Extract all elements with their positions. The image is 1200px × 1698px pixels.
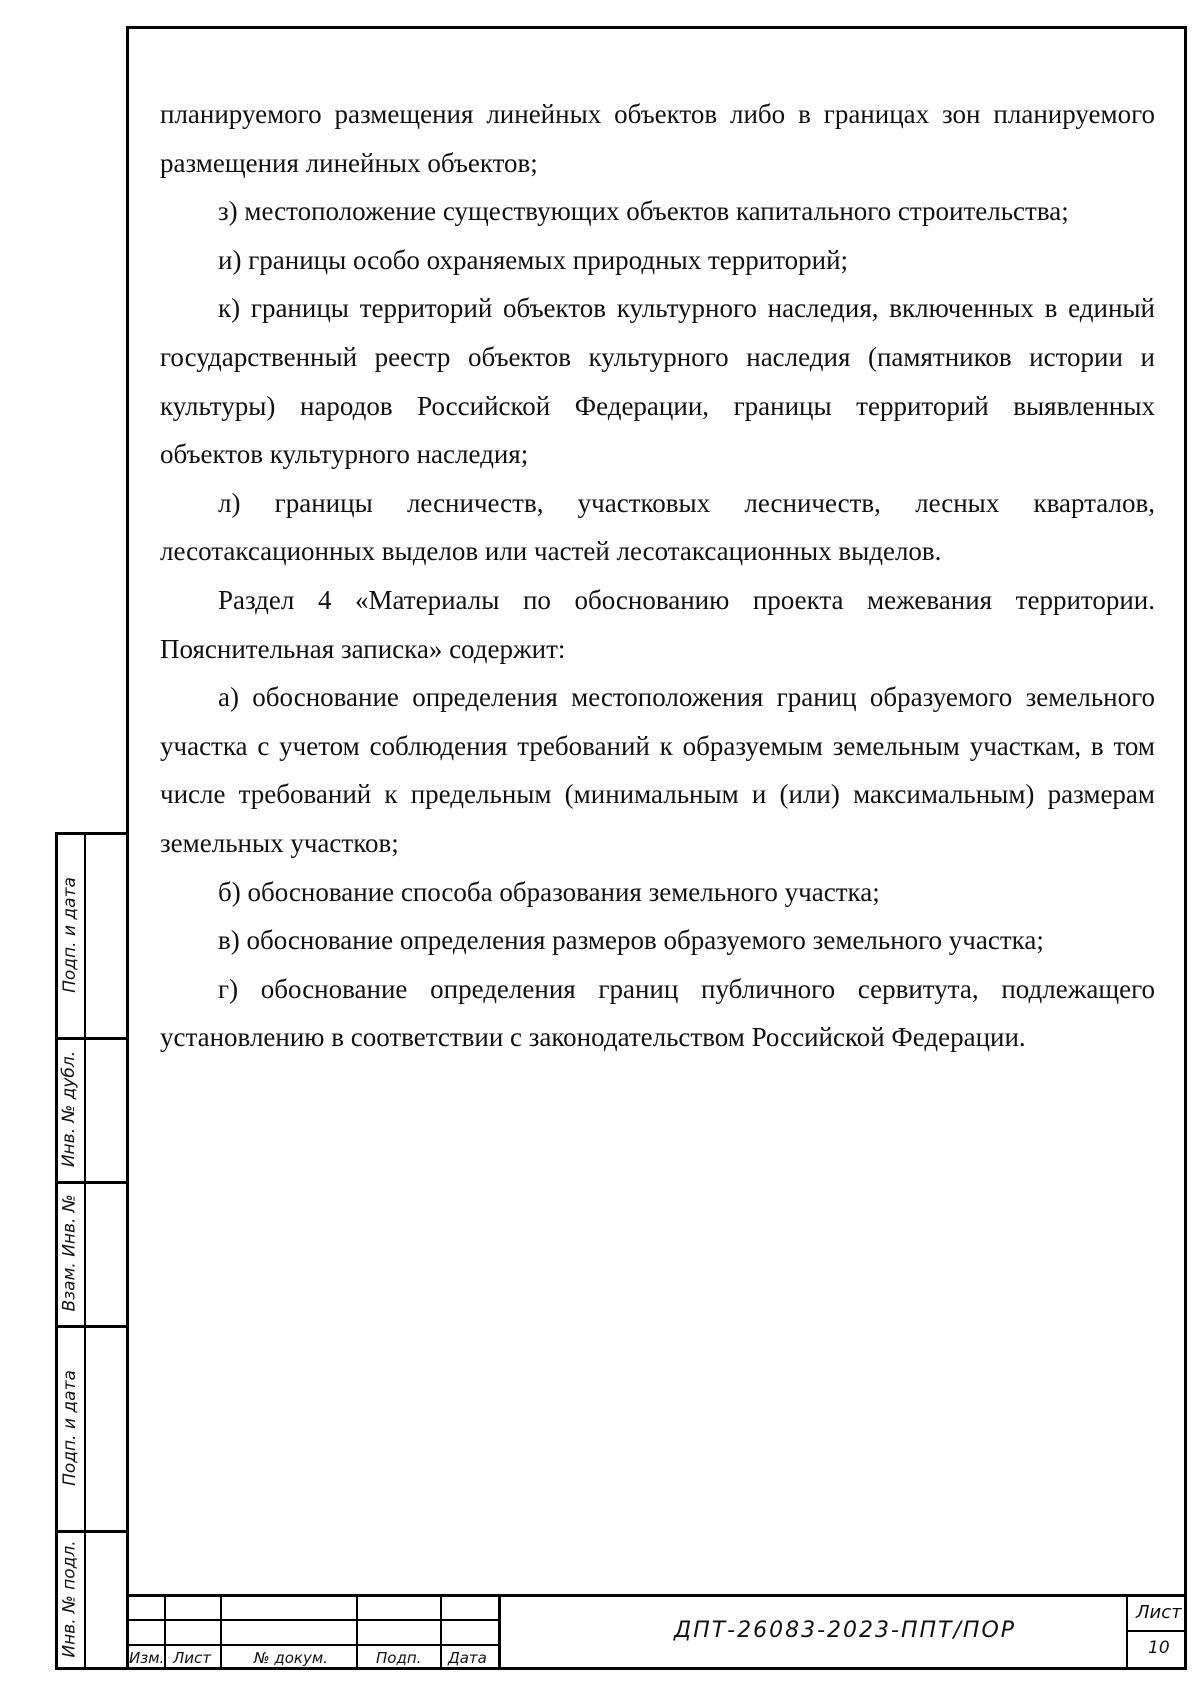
side-label-podp-data: Подп. и дата xyxy=(59,876,80,993)
paragraph: Раздел 4 «Материалы по обоснованию проекта межевания территории. Пояснительная записка» содержит: xyxy=(160,584,1155,664)
document-code: ДПТ-26083-2023-ППТ/ПОР xyxy=(674,1618,1017,1643)
side-label-podp-data-2: Подп. и дата xyxy=(59,1369,80,1486)
side-stamp-strip xyxy=(55,832,126,1670)
paragraph: а) обоснование определения местоположения границ образуемого земельного участка с учетом соблюдения требований к образуемым земельным участкам, в том числе требований к предельным (минимальным и (или) максимальным) размерам земельных участков; xyxy=(160,682,1155,858)
sheet-number: 10 xyxy=(1148,1638,1170,1658)
side-label-vzam-inv: Взам. Инв. № xyxy=(59,1194,80,1312)
paragraph: л) границы лесничеств, участковых лесничеств, лесных кварталов, лесотаксационных выделов или частей лесотаксационных выделов. xyxy=(160,487,1155,567)
side-label-inv-podl: Инв. № подл. xyxy=(59,1539,80,1658)
paragraph: г) обоснование определения границ публичного сервитута, подлежащего установлению в соответствии с законодательством Российской Федерации. xyxy=(160,973,1155,1053)
paragraph: в) обоснование определения размеров образуемого земельного участка; xyxy=(218,925,1044,956)
title-block-podp: Подп. xyxy=(376,1649,422,1667)
paragraph: к) границы территорий объектов культурного наследия, включенных в единый государственный реестр объектов культурного наследия (памятников истории и культуры) народов Российской Федерации, границы территорий выявленных объектов культурного наследия; xyxy=(160,293,1155,470)
side-label-inv-dubl: Инв. № дубл. xyxy=(59,1050,80,1168)
paragraph: планируемого размещения линейных объектов либо в границах зон планируемого размещения линейных объектов; xyxy=(160,99,1155,178)
title-block-data: Дата xyxy=(448,1649,487,1667)
paragraph: з) местоположение существующих объектов капитального строительства; xyxy=(218,196,1069,227)
paragraph: б) обоснование способа образования земельного участка; xyxy=(218,876,880,907)
document-body xyxy=(160,90,1155,1062)
title-block-list: Лист xyxy=(173,1649,212,1667)
sheet-label: Лист xyxy=(1136,1602,1182,1623)
title-block-izm: Изм. xyxy=(129,1649,165,1667)
paragraph: и) границы особо охраняемых природных территорий; xyxy=(218,244,849,275)
title-block xyxy=(126,1594,1187,1670)
title-block-dokum: № докум. xyxy=(254,1649,328,1667)
